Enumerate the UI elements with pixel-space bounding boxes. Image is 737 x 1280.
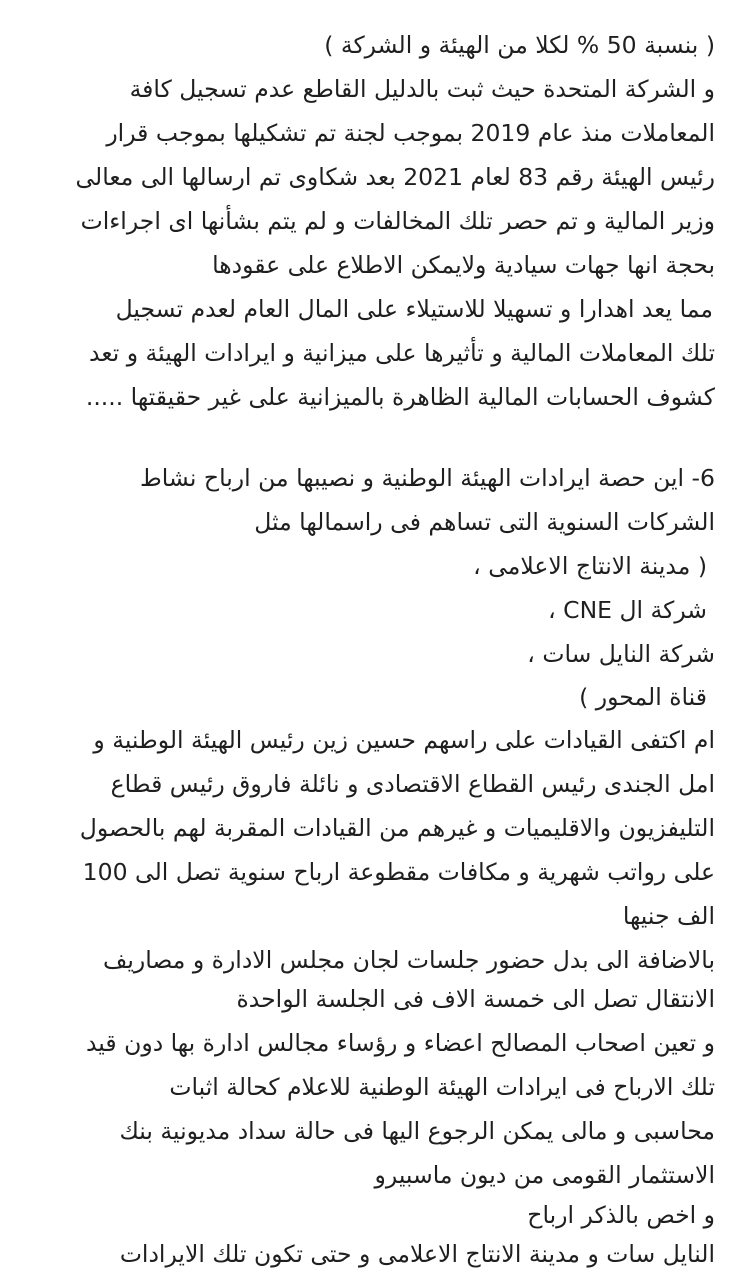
text-line: الشركات السنوية التى تساهم فى راسمالها مثل <box>254 508 715 536</box>
text-line: و تعين اصحاب المصالح اعضاء و رؤساء مجالس ادارة بها دون قيد <box>85 1029 715 1057</box>
text-line: تلك المعاملات المالية و تأثيرها على ميزانية و ايرادات الهيئة و تعد <box>89 339 715 367</box>
text-line: بحجة انها جهات سيادية ولايمكن الاطلاع على عقودها <box>212 251 715 279</box>
text-line: كشوف الحسابات المالية الظاهرة بالميزانية على غير حقيقتها ..... <box>85 383 715 411</box>
text-line: وزير المالية و تم حصر تلك المخالفات و لم يتم بشأنها اى اجراءات <box>80 207 715 235</box>
text-line: الانتقال تصل الى خمسة الاف فى الجلسة الواحدة <box>236 985 715 1013</box>
text-line: شركة ال CNE ، <box>548 596 707 624</box>
text-line: رئيس الهيئة رقم 83 لعام 2021 بعد شكاوى تم ارسالها الى معالى <box>75 163 715 191</box>
text-line: النايل سات و مدينة الانتاج الاعلامى و حتى تكون تلك الايرادات <box>119 1240 715 1268</box>
text-line: ام اكتفى القيادات على راسهم حسين زين رئيس الهيئة الوطنية و <box>93 726 715 754</box>
text-line: و الشركة المتحدة حيث ثبت بالدليل القاطع عدم تسجيل كافة <box>129 75 715 103</box>
text-line: 6- اين حصة ايرادات الهيئة الوطنية و نصيبها من ارباح نشاط <box>140 464 715 492</box>
text-line: المعاملات منذ عام 2019 بموجب لجنة تم تشكيلها بموجب قرار <box>106 119 715 147</box>
text-line: تلك الارباح فى ايرادات الهيئة الوطنية للاعلام كحالة اثبات <box>169 1073 715 1101</box>
text-line: ( بنسبة 50 % لكلا من الهيئة و الشركة ) <box>324 31 715 59</box>
text-line: على رواتب شهرية و مكافات مقطوعة ارباح سنوية تصل الى 100 <box>82 858 715 886</box>
text-line: التليفزيون والاقليميات و غيرهم من القيادات المقربة لهم بالحصول <box>79 814 715 842</box>
text-line: قناة المحور ) <box>579 683 707 711</box>
text-line: مما يعد اهدارا و تسهيلا للاستيلاء على المال العام لعدم تسجيل <box>115 295 713 323</box>
text-line: و اخص بالذكر ارباح <box>527 1201 715 1229</box>
text-line: امل الجندى رئيس القطاع الاقتصادى و نائلة فاروق رئيس قطاع <box>110 770 715 798</box>
text-line: شركة النايل سات ، <box>527 640 715 668</box>
text-line: ( مدينة الانتاج الاعلامى ، <box>473 552 707 580</box>
text-line: بالاضافة الى بدل حضور جلسات لجان مجلس الادارة و مصاريف <box>103 946 715 974</box>
text-line: محاسبى و مالى يمكن الرجوع اليها فى حالة سداد مديونية بنك <box>119 1117 715 1145</box>
text-line: الاستثمار القومى من ديون ماسبيرو <box>374 1161 715 1189</box>
text-line: الف جنيها <box>622 902 715 930</box>
